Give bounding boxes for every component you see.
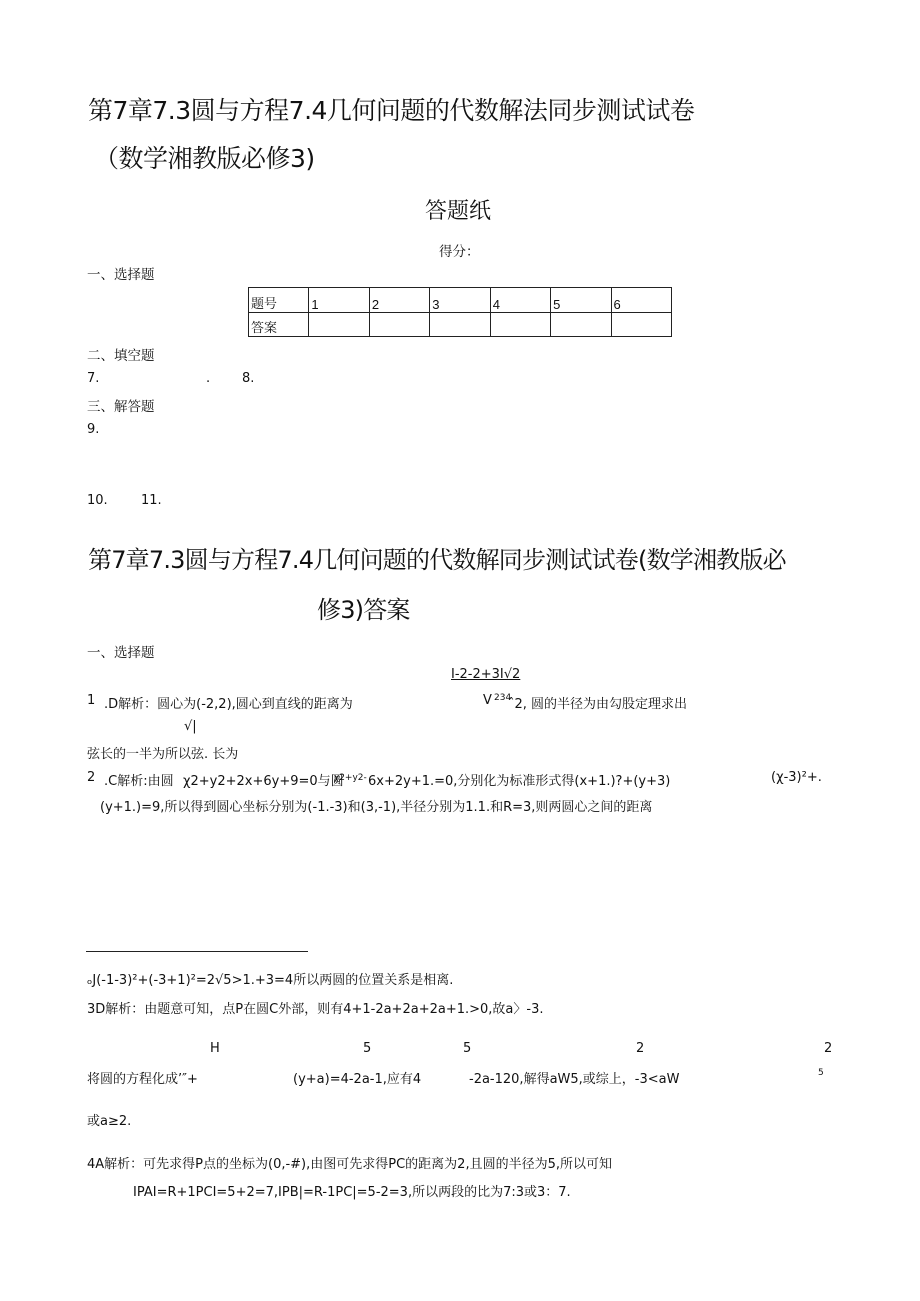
answer-cell[interactable] [490, 312, 550, 337]
answer-3-2a: 2 [636, 1041, 645, 1056]
answer-3-5a: 5 [363, 1041, 372, 1056]
table-cell: 2 [369, 288, 429, 313]
answer-1-line2: 弦长的一半为所以弦. 长为 [87, 747, 239, 762]
answer-table [248, 287, 672, 337]
answer-1-fraction: I-2-2+3I√2 [451, 667, 521, 682]
answer-2-text-small: χ2+y2- [334, 773, 367, 783]
page-subtitle: （数学湘教版必修3) [94, 144, 315, 173]
table-row [249, 312, 672, 337]
question-10: 10. [87, 493, 108, 508]
answer-cell[interactable] [309, 312, 369, 337]
answer-3-h: H [210, 1041, 220, 1056]
question-8: 8. [242, 371, 255, 386]
section-solve: 三、解答题 [87, 399, 155, 415]
table-cell: 6 [611, 288, 671, 313]
question-7: 7. [87, 371, 100, 386]
answer-1-number: 1 [87, 693, 96, 708]
answer-3-2b: 2 [824, 1041, 833, 1056]
table-cell: 3 [430, 288, 490, 313]
footnote-line: ₒJ(-1-3)²+(-3+1)²=2√5>1.+3=4所以两圆的位置关系是相离. [87, 973, 454, 988]
answer-3-line2-sup: 5 [818, 1068, 824, 1078]
page-title: 第7章7.3圆与方程7.4几何问题的代数解法同步测试试卷 [88, 96, 695, 125]
answer-1-sup: 234 [494, 693, 512, 703]
table-cell: 答案 [249, 312, 309, 337]
answer-3-line: 3D解析：由题意可知，点P在圆C外部，则有4+1-2a+2a+2a+1.>0,故a〉-3. [87, 1002, 544, 1017]
answer-4-line1: 4A解析：可先求得P点的坐标为(0,-#),由图可先求得PC的距离为2,且圆的半径为5,所以可知 [87, 1157, 612, 1172]
answer-2-text-a: .C解析:由圆 [104, 774, 174, 789]
answer-3-line2-c: -2a-120,解得aW5,或综上，-3<aW [469, 1072, 680, 1087]
answer-cell[interactable] [430, 312, 490, 337]
answer-2-text-c: 6x+2y+1.=0,分别化为标准形式得(x+1.)?+(y+3) [368, 774, 671, 789]
answer-2-right: (χ-3)²+. [771, 770, 822, 785]
answer-cell[interactable] [369, 312, 429, 337]
answer-3-line2-b: (y+a)=4-2a-1,应有4 [293, 1072, 422, 1087]
answer-3-line3: 或a≥2. [87, 1114, 132, 1129]
answers-title: 第7章7.3圆与方程7.4几何问题的代数解同步测试试卷(数学湘教版必 [88, 546, 786, 574]
score-label: 得分： [439, 244, 480, 260]
answers-section-choice: 一、选择题 [87, 645, 155, 661]
answer-2-number: 2 [87, 770, 96, 785]
table-cell: 5 [551, 288, 611, 313]
answer-1-text: .D解析：圆心为(-2,2),圆心到直线的距离为 [104, 697, 353, 712]
answer-1-v: V [483, 693, 492, 708]
answer-cell[interactable] [551, 312, 611, 337]
table-row [249, 288, 672, 313]
answers-title-line2: 修3)答案 [317, 596, 410, 624]
answer-3-line2-a: 将圆的方程化成’″+ [87, 1072, 198, 1087]
answer-cell[interactable] [611, 312, 671, 337]
answer-3-5b: 5 [463, 1041, 472, 1056]
answer-2-text-b: χ2+y2+2x+6y+9=0与圆 [183, 774, 344, 789]
table-cell: 1 [309, 288, 369, 313]
question-11: 11. [141, 493, 162, 508]
answer-2-line2: (y+1.)=9,所以得到圆心坐标分别为(-1.-3)和(3,-1),半径分别为1.1.和R=3,则两圆心之间的距离 [100, 800, 653, 815]
answer-4-line2: IPAI=R+1PCI=5+2=7,IPB|=R-1PC|=5-2=3,所以两段的比为7:3或3：7. [133, 1185, 571, 1200]
footnote-divider [86, 951, 308, 952]
section-choice: 一、选择题 [87, 267, 155, 283]
question-7-dot: . [206, 371, 211, 386]
question-9: 9. [87, 422, 100, 437]
answer-1-sqrt: √| [184, 719, 197, 734]
section-fill: 二、填空题 [87, 348, 155, 364]
table-cell: 题号 [249, 288, 309, 313]
answer-1-tail: ˆ2, 圆的半径为由勾股定理求出 [508, 697, 688, 712]
table-cell: 4 [490, 288, 550, 313]
sheet-title: 答题纸 [425, 199, 492, 224]
